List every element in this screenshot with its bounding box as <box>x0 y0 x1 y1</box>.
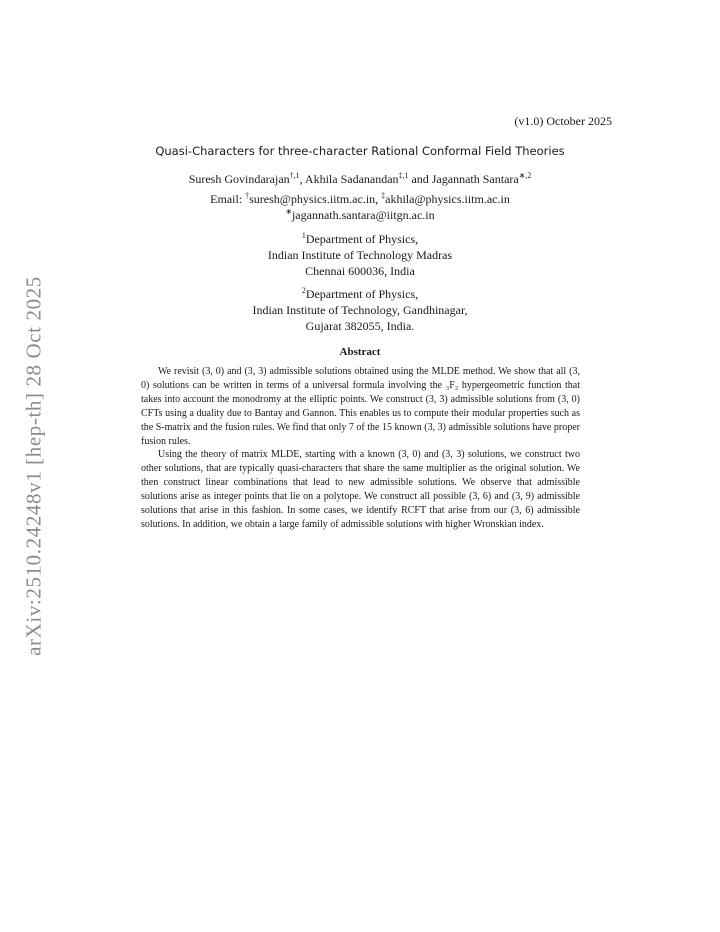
abstract-heading: Abstract <box>339 346 381 358</box>
email-marker: † <box>245 191 250 200</box>
affiliation-city: Chennai 600036, India <box>305 264 415 278</box>
email-address: akhila@physics.iitm.ac.in <box>385 192 510 206</box>
email-line <box>0 207 720 223</box>
affiliation-marker: 1 <box>301 231 306 240</box>
abstract-body <box>141 365 580 532</box>
affiliation-1 <box>0 231 720 279</box>
email-address: jagannath.santara@iitgn.ac.in <box>291 208 435 222</box>
author-marker: †,1 <box>289 171 300 180</box>
affiliation-marker: 2 <box>301 286 306 295</box>
author-separator: and <box>408 172 432 186</box>
email-marker: ∗ <box>285 207 292 216</box>
email-label: Email: <box>210 192 246 206</box>
affiliation-department: Department of Physics, <box>305 232 419 246</box>
affiliation-institute: Indian Institute of Technology Madras <box>267 248 453 262</box>
author-marker: ‡,1 <box>398 171 409 180</box>
arxiv-identifier: arXiv:2510.24248v1 [hep-th] 28 Oct 2025 <box>21 276 46 656</box>
author-marker: ∗,2 <box>518 171 532 180</box>
author-list <box>0 171 720 187</box>
affiliation-city: Gujarat 382055, India. <box>305 319 415 333</box>
affiliation-institute: Indian Institute of Technology, Gandhinagar, <box>252 303 468 317</box>
affiliation-2 <box>0 286 720 334</box>
email-address: suresh@physics.iitm.ac.in, <box>249 192 382 206</box>
version-date: (v1.0) October 2025 <box>514 114 612 128</box>
affiliation-department: Department of Physics, <box>305 287 419 301</box>
abstract-paragraph: Using the theory of matrix MLDE, starting with a known (3, 0) and (3, 3) solutions, we construct two other solutions, that are typically quasi-characters that share the same multiplier as the original solution. We then construct linear combinations that lead to new admissible solutions. We observe that admissible solutions arise as integer points that lie on a polytope. We construct all possible (3, 6) and (3, 9) admissible solutions that arise in this fashion. In some cases, we identify RCFT that arise from our (3, 6) admissible solutions. In addition, we obtain a large family of admissible solutions with higher Wronskian index. <box>141 449 580 530</box>
paper-title: Quasi-Characters for three-character Rational Conformal Field Theories <box>155 144 565 158</box>
author-name: Suresh Govindarajan <box>188 172 290 186</box>
email-marker: ‡ <box>381 191 386 200</box>
author-separator: , <box>299 172 305 186</box>
abstract-paragraph: We revisit (3, 0) and (3, 3) admissible solutions obtained using the MLDE method. We show that all (3, 0) solutions can be written in terms of a universal formula involving the ₃F₂ hypergeometric function that takes into account the monodromy at the elliptic points. We construct (3, 3) admissible solutions from (3, 0) CFTs using a duality due to Bantay and Gannon. This enables us to compute their modular properties such as the S-matrix and the fusion rules. We find that only 7 of the 15 known (3, 3) admissible solutions have proper fusion rules. <box>141 366 580 447</box>
email-line <box>0 191 720 207</box>
author-name: Jagannath Santara <box>431 172 519 186</box>
author-name: Akhila Sadanandan <box>304 172 399 186</box>
